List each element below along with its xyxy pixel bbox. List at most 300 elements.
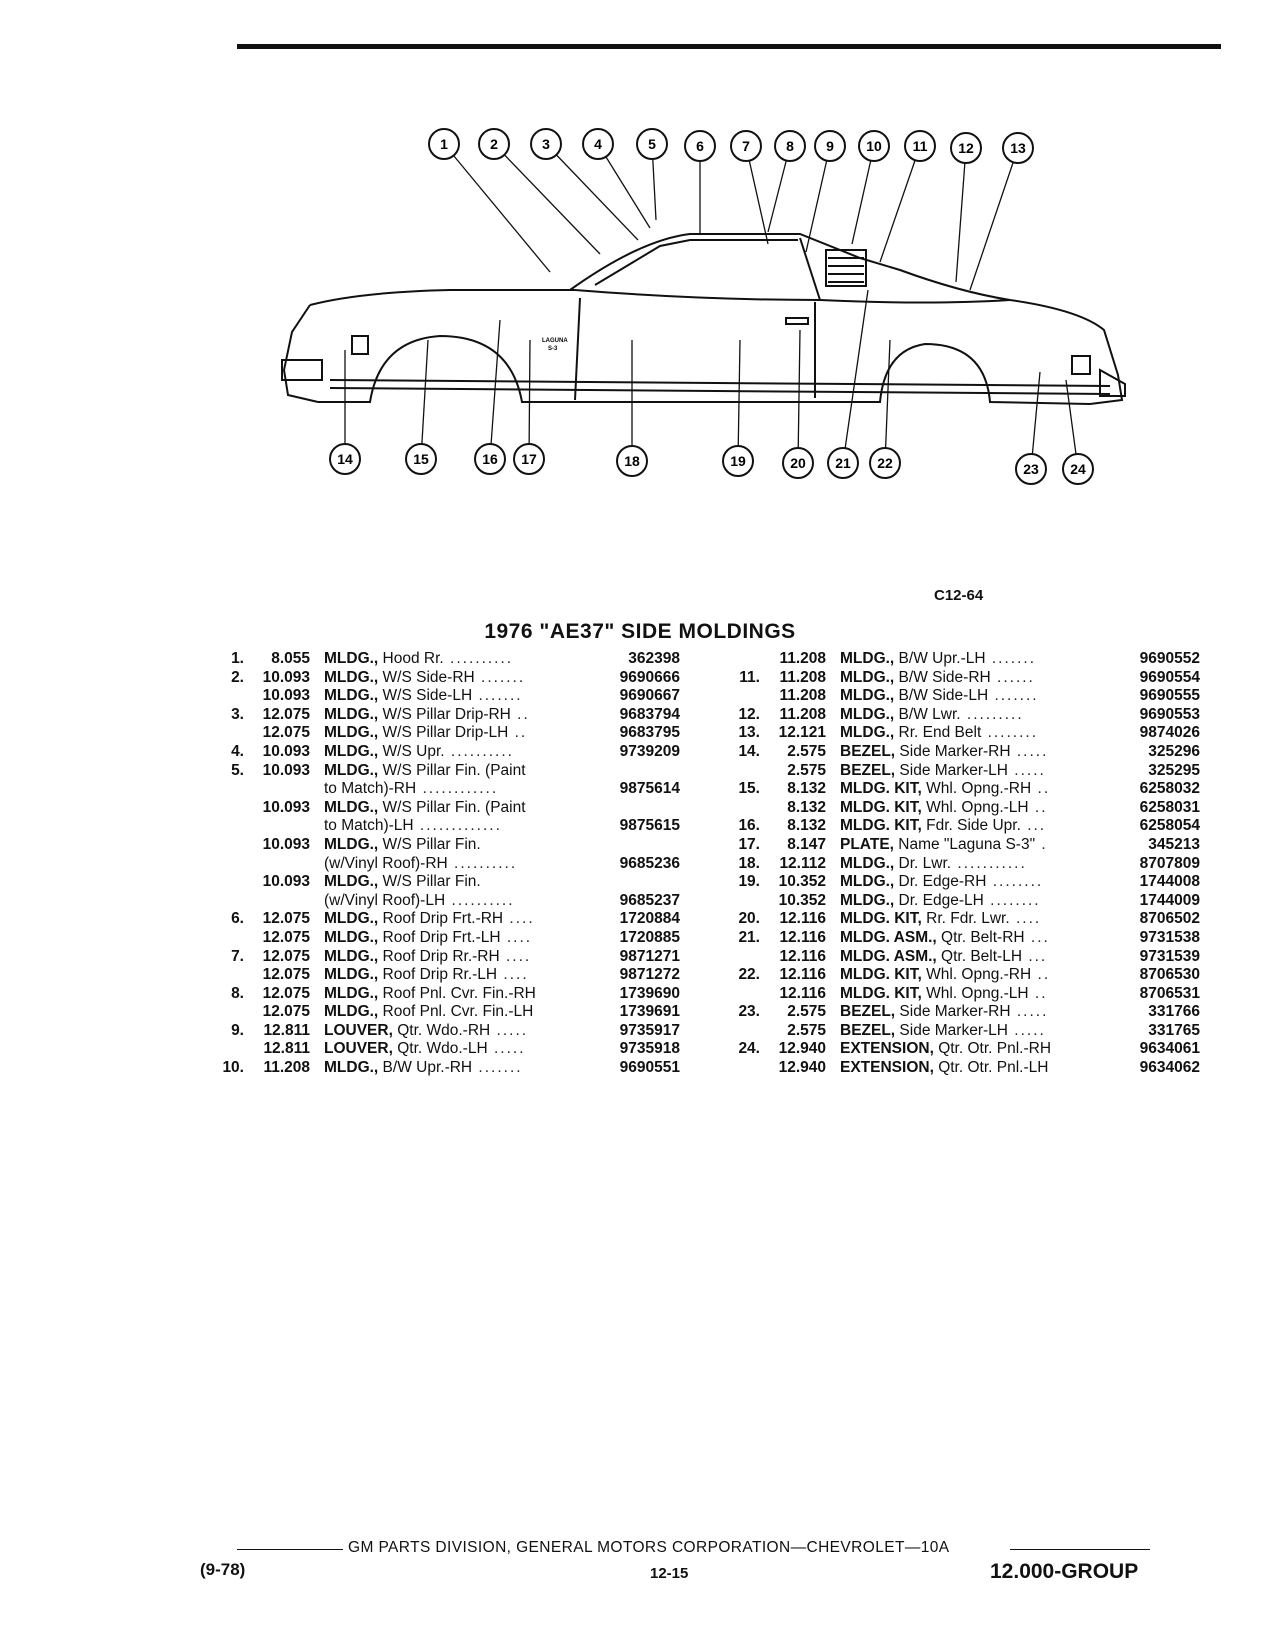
part-text: Dr. Edge-LH (894, 891, 984, 909)
dot-leader: .. (1031, 966, 1051, 984)
illustration-code: 10.093 (262, 835, 310, 853)
part-number: 6258031 (1139, 798, 1200, 816)
illustration-code: 12.075 (262, 966, 310, 984)
callout-number: 20 (790, 455, 806, 471)
emblem-line1: LAGUNA (542, 338, 568, 344)
part-text: Whl. Opng.-LH (921, 984, 1029, 1002)
callout-bubble (1003, 133, 1033, 163)
illustration-code: 12.116 (779, 910, 826, 928)
part-text: Qtr. Belt-LH (936, 947, 1023, 965)
part-description (840, 910, 1104, 928)
illustration-code: 12.116 (779, 966, 826, 984)
part-description (840, 985, 1104, 1003)
part-text: Side Marker-LH (895, 1021, 1008, 1039)
page-title: 1976 "AE37" SIDE MOLDINGS (484, 620, 796, 643)
part-text: Roof Pnl. Cvr. Fin.-RH (378, 984, 536, 1002)
part-description (324, 1022, 584, 1040)
part-number: 9685237 (619, 891, 680, 909)
part-keyword: MLDG. KIT, (840, 984, 922, 1002)
part-text: Rr. Fdr. Lwr. (921, 910, 1010, 928)
dot-leader: . (1035, 835, 1048, 853)
part-text: Qtr. Wdo.-RH (392, 1021, 491, 1039)
illustration-code: 12.075 (262, 984, 310, 1002)
part-description (840, 1003, 1104, 1021)
part-number: 9871271 (619, 947, 680, 965)
parts-row (200, 910, 680, 929)
illustration-code: 12.121 (778, 724, 826, 742)
part-text: Dr. Lwr. (894, 854, 952, 872)
callout-bubble (637, 129, 667, 159)
part-number: 9875615 (619, 817, 680, 835)
parts-row (200, 985, 680, 1004)
part-keyword: MLDG., (324, 947, 379, 965)
item-number: 5. (231, 761, 244, 779)
parts-row (200, 743, 680, 762)
leader-line (421, 340, 428, 459)
dot-leader: .......... (443, 650, 514, 667)
part-description (840, 929, 1104, 947)
dot-leader: ............. (413, 817, 502, 835)
part-text: B/W Lwr. (894, 705, 961, 723)
part-description (324, 799, 584, 817)
callout-bubble (828, 448, 858, 478)
leader-line (806, 146, 830, 252)
illustration-code: 11.208 (263, 1059, 310, 1077)
dot-leader: ....... (985, 650, 1036, 667)
parts-row (200, 855, 680, 874)
illustration-code: 10.093 (262, 798, 310, 816)
part-description (840, 743, 1104, 761)
emblem-line2: S-3 (548, 346, 558, 352)
illustration-code: 12.075 (262, 910, 310, 928)
callout-bubble (475, 444, 505, 474)
parts-row (716, 892, 1200, 911)
parts-row (716, 706, 1200, 725)
part-text: Roof Drip Frt.-LH (378, 928, 501, 946)
parts-row (716, 743, 1200, 762)
callout-bubble (905, 131, 935, 161)
part-text: Dr. Edge-RH (894, 873, 987, 891)
dot-leader: ... (1020, 817, 1047, 835)
part-keyword: MLDG., (840, 687, 895, 705)
part-number: 9690553 (1139, 705, 1200, 723)
callout-number: 6 (696, 138, 704, 154)
item-number: 18. (738, 854, 760, 872)
part-text: W/S Pillar Fin. (Paint (378, 798, 526, 816)
part-number: 331765 (1148, 1021, 1200, 1039)
part-keyword: MLDG., (324, 798, 379, 816)
callout-number: 2 (490, 136, 498, 152)
part-keyword: MLDG., (324, 835, 379, 853)
callout-group (330, 129, 1093, 484)
part-keyword: MLDG. KIT, (840, 798, 922, 816)
parts-row (716, 724, 1200, 743)
dot-leader: ... (1022, 947, 1048, 965)
leader-line (843, 290, 868, 463)
part-description (840, 706, 1104, 724)
part-text: Fdr. Side Upr. (921, 817, 1021, 835)
callout-bubble (1016, 454, 1046, 484)
part-number: 9634061 (1139, 1040, 1200, 1058)
part-text: W/S Side-LH (378, 687, 473, 705)
part-text: to Match)-LH (324, 817, 414, 835)
callout-bubble (775, 131, 805, 161)
part-text: B/W Side-LH (894, 687, 989, 705)
callout-bubble (783, 448, 813, 478)
dot-leader: .... (1009, 910, 1042, 928)
part-text: B/W Upr.-RH (378, 1059, 473, 1077)
parts-row (200, 799, 680, 818)
part-number: 9731538 (1139, 928, 1200, 946)
part-keyword: MLDG., (840, 891, 895, 909)
part-keyword: MLDG. ASM., (840, 928, 937, 946)
parts-row (716, 650, 1200, 669)
parts-list-left (200, 650, 680, 1078)
callout-number: 3 (542, 136, 550, 152)
callout-bubble (685, 131, 715, 161)
callout-bubble (479, 129, 509, 159)
part-number: 9739209 (619, 742, 680, 760)
part-description (324, 985, 584, 1003)
part-description (840, 780, 1104, 798)
part-number: 6258032 (1139, 780, 1200, 798)
leader-line (970, 148, 1018, 290)
part-description (840, 1040, 1104, 1058)
part-description (324, 669, 584, 687)
leader-line (444, 144, 550, 272)
illustration-code: 10.093 (262, 668, 310, 686)
part-keyword: MLDG., (840, 724, 895, 742)
item-number: 6. (231, 910, 244, 928)
illustration-code: 10.352 (778, 873, 826, 891)
dot-leader: ....... (472, 687, 523, 705)
part-number: 9683795 (619, 724, 680, 742)
parts-row (200, 1022, 680, 1041)
part-description (324, 706, 584, 724)
part-text: Rr. End Belt (894, 724, 982, 742)
parts-list-right (716, 650, 1200, 1078)
callout-bubble (617, 446, 647, 476)
part-text: W/S Pillar Fin. (Paint (378, 761, 526, 779)
part-keyword: MLDG., (324, 650, 379, 667)
leader-line (880, 146, 920, 262)
item-number: 7. (231, 947, 244, 965)
part-text: to Match)-RH (324, 780, 417, 798)
part-text: Hood Rr. (378, 650, 444, 667)
callout-bubble (731, 131, 761, 161)
part-number: 8707809 (1139, 854, 1200, 872)
part-keyword: MLDG., (324, 910, 379, 928)
illustration-code: 8.055 (271, 650, 310, 667)
dot-leader: ....... (474, 668, 526, 686)
part-number: 331766 (1148, 1003, 1200, 1021)
part-text: W/S Pillar Fin. (378, 873, 481, 891)
dot-leader: .......... (445, 891, 515, 909)
dot-leader: .... (499, 947, 532, 965)
illustration-code: 2.575 (787, 1021, 826, 1039)
illustration-code: 2.575 (787, 742, 826, 760)
part-number: 1744008 (1139, 873, 1200, 891)
callout-number: 5 (648, 136, 656, 152)
part-description (840, 855, 1104, 873)
part-number: 1720884 (619, 910, 680, 928)
parts-row (200, 669, 680, 688)
part-description (324, 1059, 584, 1077)
part-text: B/W Side-RH (894, 668, 991, 686)
leader-line (529, 340, 530, 459)
callout-number: 19 (730, 453, 746, 469)
illustration-code: 8.147 (787, 835, 826, 853)
part-description (324, 948, 584, 966)
leader-line (956, 148, 966, 282)
leader-line (738, 340, 740, 461)
part-keyword: MLDG., (324, 1059, 379, 1077)
part-number: 9690552 (1139, 650, 1200, 667)
callout-number: 4 (594, 136, 602, 152)
part-description (324, 687, 584, 705)
part-number: 1720885 (619, 928, 680, 946)
part-number: 9690667 (619, 687, 680, 705)
part-text: (w/Vinyl Roof)-LH (324, 891, 446, 909)
parts-row (200, 650, 680, 669)
illustration-code: 12.116 (779, 928, 826, 946)
callout-bubble (429, 129, 459, 159)
car-side-diagram (0, 0, 1280, 560)
illustration-code: 10.093 (262, 761, 310, 779)
part-text: Roof Drip Rr.-RH (378, 947, 500, 965)
parts-row (716, 687, 1200, 706)
callout-number: 10 (866, 138, 882, 154)
illustration-code: 10.093 (262, 742, 310, 760)
footer-group: 12.000-GROUP (990, 1560, 1139, 1583)
part-text: Side Marker-RH (895, 1003, 1011, 1021)
part-description (324, 855, 584, 873)
part-text: Whl. Opng.-RH (921, 780, 1032, 798)
footer-rule-right (1010, 1549, 1150, 1550)
callout-number: 14 (337, 451, 353, 467)
illustration-code: 12.811 (263, 1021, 310, 1039)
callout-bubble (859, 131, 889, 161)
part-number: 362398 (628, 650, 680, 667)
part-description (840, 817, 1104, 835)
part-keyword: MLDG. ASM., (840, 947, 937, 965)
part-description (840, 1022, 1104, 1040)
part-description (324, 873, 584, 891)
callout-number: 23 (1023, 461, 1039, 477)
part-description (324, 929, 584, 947)
part-keyword: MLDG., (324, 873, 379, 891)
dot-leader: .... (500, 928, 533, 946)
dot-leader: ..... (1007, 761, 1046, 779)
footer-date: (9-78) (200, 1560, 246, 1579)
parts-row (200, 687, 680, 706)
part-number: 1739690 (619, 984, 680, 1002)
parts-row (716, 966, 1200, 985)
part-keyword: MLDG., (324, 668, 379, 686)
part-text: B/W Upr.-LH (894, 650, 986, 667)
parts-row (200, 724, 680, 743)
dot-leader: .. (1031, 780, 1051, 798)
footer-publisher: GM PARTS DIVISION, GENERAL MOTORS CORPORATION—CHEVROLET—10A (348, 1539, 950, 1556)
dot-leader: ..... (1010, 742, 1049, 760)
part-keyword: MLDG., (324, 705, 379, 723)
part-keyword: MLDG., (840, 705, 895, 723)
callout-bubble (330, 444, 360, 474)
part-keyword: MLDG. KIT, (840, 910, 922, 928)
dot-leader: .. (1028, 984, 1048, 1002)
part-description (840, 669, 1104, 687)
illustration-code: 11.208 (779, 650, 826, 667)
parts-row (716, 873, 1200, 892)
illustration-code: 8.132 (787, 780, 826, 798)
dot-leader: ..... (1010, 1003, 1049, 1021)
part-number: 325295 (1148, 761, 1200, 779)
part-keyword: MLDG., (324, 984, 379, 1002)
parts-row (200, 1040, 680, 1059)
part-text: Name "Laguna S-3" (893, 835, 1036, 853)
parts-row (200, 706, 680, 725)
dot-leader: .... (503, 910, 535, 928)
illustration-code: 12.075 (262, 705, 310, 723)
parts-row (200, 762, 680, 781)
leader-lines (345, 144, 1078, 469)
part-description (324, 1003, 584, 1021)
dot-leader: ........ (981, 724, 1039, 742)
part-text: Qtr. Belt-RH (936, 928, 1025, 946)
part-description (840, 1059, 1104, 1077)
parts-row (716, 1059, 1200, 1078)
part-keyword: EXTENSION, (840, 1040, 934, 1058)
part-keyword: BEZEL, (840, 1003, 896, 1021)
item-number: 22. (738, 966, 760, 984)
dot-leader: ..... (1007, 1021, 1046, 1039)
callout-bubble (870, 448, 900, 478)
item-number: 24. (738, 1040, 760, 1058)
part-number: 9871272 (619, 966, 680, 984)
leader-line (494, 144, 600, 254)
part-description (840, 650, 1104, 668)
parts-row (716, 669, 1200, 688)
footer-rule-left (237, 1549, 343, 1550)
callout-number: 17 (521, 451, 537, 467)
part-text: W/S Upr. (378, 742, 445, 760)
part-description (840, 892, 1104, 910)
part-text: Qtr. Otr. Pnl.-RH (933, 1040, 1052, 1058)
part-keyword: MLDG., (840, 668, 895, 686)
illustration-code: 12.075 (262, 724, 310, 742)
callout-number: 7 (742, 138, 750, 154)
callout-bubble (815, 131, 845, 161)
item-number: 9. (231, 1021, 244, 1039)
illustration-code: 8.132 (787, 817, 826, 835)
callout-number: 18 (624, 453, 640, 469)
item-number: 19. (738, 873, 760, 891)
item-number: 12. (738, 705, 760, 723)
parts-row (716, 985, 1200, 1004)
parts-row (716, 1040, 1200, 1059)
part-keyword: MLDG., (840, 650, 895, 667)
callout-number: 16 (482, 451, 498, 467)
parts-row (200, 948, 680, 967)
item-number: 16. (738, 817, 760, 835)
part-keyword: BEZEL, (840, 742, 896, 760)
dot-leader: ........ (986, 873, 1044, 891)
parts-row (716, 799, 1200, 818)
part-keyword: LOUVER, (324, 1040, 393, 1058)
parts-row (200, 966, 680, 985)
callout-number: 21 (835, 455, 851, 471)
illustration-code: 11.208 (779, 705, 826, 723)
part-description (324, 892, 584, 910)
illustration-code: 8.132 (787, 798, 826, 816)
callout-bubble (531, 129, 561, 159)
callout-number: 15 (413, 451, 429, 467)
part-number: 1744009 (1139, 891, 1200, 909)
dot-leader: .. (1028, 798, 1048, 816)
parts-row (716, 948, 1200, 967)
part-text: W/S Pillar Drip-LH (378, 724, 509, 742)
item-number: 14. (738, 742, 760, 760)
parts-row (200, 1059, 680, 1078)
parts-row (716, 762, 1200, 781)
part-keyword: MLDG., (324, 966, 379, 984)
part-description (840, 724, 1104, 742)
dot-leader: .......... (444, 742, 514, 760)
part-keyword: PLATE, (840, 835, 894, 853)
dot-leader: .. (508, 724, 528, 742)
callout-number: 1 (440, 136, 448, 152)
item-number: 1. (231, 650, 244, 667)
part-description (324, 724, 584, 742)
illustration-code: 10.093 (262, 873, 310, 891)
part-number: 9690555 (1139, 687, 1200, 705)
item-number: 13. (738, 724, 760, 742)
part-text: Roof Pnl. Cvr. Fin.-LH (378, 1003, 534, 1021)
item-number: 11. (739, 668, 760, 686)
parts-row (716, 836, 1200, 855)
illustration-code: 12.940 (778, 1059, 826, 1077)
part-number: 8706531 (1139, 984, 1200, 1002)
illustration-code: 12.075 (262, 947, 310, 965)
part-text: Roof Drip Rr.-LH (378, 966, 498, 984)
part-keyword: MLDG., (324, 761, 379, 779)
part-keyword: MLDG., (324, 928, 379, 946)
part-number: 6258054 (1139, 817, 1200, 835)
illustration-code: 10.352 (778, 891, 826, 909)
part-description (324, 780, 584, 798)
part-text: Side Marker-LH (895, 761, 1008, 779)
part-text: Side Marker-RH (895, 742, 1011, 760)
part-text: W/S Pillar Fin. (378, 835, 481, 853)
footer-page-number: 12-15 (650, 1565, 689, 1582)
dot-leader: ..... (487, 1040, 526, 1058)
callout-number: 11 (912, 138, 928, 154)
part-number: 9690666 (619, 668, 680, 686)
item-number: 15. (738, 780, 760, 798)
parts-row (200, 873, 680, 892)
parts-row (716, 780, 1200, 799)
part-description (324, 817, 584, 835)
callout-number: 12 (958, 140, 974, 156)
dot-leader: ... (1024, 928, 1050, 946)
part-description (840, 873, 1104, 891)
callout-number: 22 (877, 455, 893, 471)
part-keyword: MLDG., (324, 1003, 379, 1021)
item-number: 3. (231, 705, 244, 723)
car-body-outline (282, 234, 1125, 404)
part-number: 9874026 (1139, 724, 1200, 742)
part-number: 9735918 (619, 1040, 680, 1058)
